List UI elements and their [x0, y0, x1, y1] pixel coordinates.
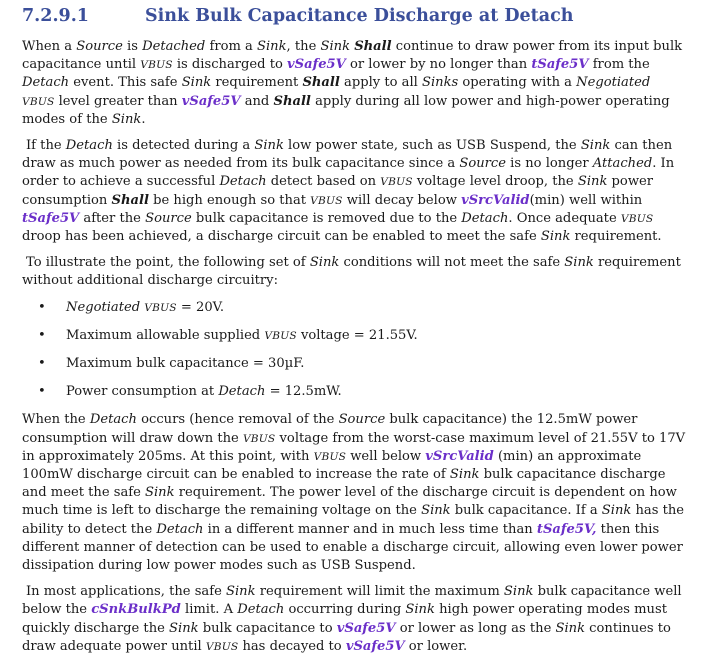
text: can then draw as much power as needed from its bulk capacitance since a — [22, 138, 673, 172]
term-sink: Sink — [449, 467, 480, 483]
param-tsafe5v: tSafe5V — [531, 57, 589, 73]
text: bulk capacitance to — [198, 620, 337, 636]
text: power consumption — [22, 174, 654, 208]
text: . Once adequate — [508, 210, 621, 226]
term-detached: Detached — [142, 39, 206, 54]
term-detach: Detach — [65, 138, 113, 154]
text: from a — [205, 39, 258, 54]
text: has the ability to detect the — [22, 503, 685, 537]
term-sink: Sink — [580, 138, 611, 154]
term-vbus: VBUS — [380, 176, 413, 189]
term-sinks: Sinks — [422, 75, 459, 91]
term-shall: Shall — [302, 75, 340, 91]
text: from the — [588, 57, 650, 73]
text: well below — [346, 448, 426, 464]
paragraph-1 — [22, 38, 686, 129]
term-attached: Attached — [592, 156, 653, 172]
param-vsafe5v: vSafe5V — [181, 93, 241, 109]
term-detach: Detach — [22, 75, 70, 91]
text: be high enough so that — [148, 192, 311, 208]
text: bulk capacitance) the 12.5mW power consumption will draw down the — [22, 412, 638, 446]
conditions-list — [22, 299, 686, 402]
text: continue to draw power from its input bulk capacitance until — [22, 39, 683, 73]
text: high power operating modes must quickly discharge the — [22, 602, 667, 636]
term-shall: Shall — [111, 192, 149, 208]
text: bulk capacitance well below the — [22, 584, 682, 618]
text: droop has been achieved, a discharge circuit can be enabled to meet the safe — [22, 229, 541, 245]
term-detach: Detach — [218, 384, 266, 400]
text: limit. A — [180, 602, 238, 618]
text: conditions will not meet the safe — [339, 255, 565, 271]
text: event. This safe — [69, 75, 182, 91]
term-source: Source — [145, 210, 192, 226]
list-item — [22, 355, 686, 373]
term-vbus: VBUS — [620, 212, 654, 225]
text: = 20V. — [176, 299, 225, 315]
text: requirement will limit the maximum — [255, 584, 504, 600]
term-sink: Sink — [257, 39, 287, 54]
text: . In order to achieve a successful — [22, 156, 675, 190]
term-vbus: VBUS — [140, 59, 173, 72]
text: is no longer — [506, 156, 593, 172]
param-vsafe5v: vSafe5V — [336, 620, 396, 636]
term-sink: Sink — [577, 174, 608, 190]
term-detach: Detach — [237, 602, 285, 618]
text: , the — [286, 39, 321, 54]
list-item — [22, 327, 686, 345]
bullet-icon: • — [38, 384, 46, 400]
text: When the — [22, 412, 90, 428]
text: occurs (hence removal of the — [136, 412, 339, 428]
text: If the — [26, 138, 66, 154]
param-csnkbulkpd: cSnkBulkPd — [91, 602, 181, 618]
term-sink: Sink — [111, 111, 142, 127]
term-sink: Sink — [601, 503, 632, 519]
text: voltage from the worst-case maximum level of 21.55V to 17V in approximately 205ms. At this point, with — [22, 430, 686, 464]
text: or lower by no longer than — [345, 57, 532, 73]
term-sink: Sink — [181, 75, 212, 91]
text: apply during all low power and high-power operating modes of the — [22, 93, 670, 127]
section-heading — [22, 6, 686, 26]
text: requirement — [211, 75, 303, 91]
text: requirement without additional discharge circuitry: — [22, 255, 681, 289]
term-negotiated: Negotiated — [66, 299, 141, 315]
text: is discharged to — [172, 57, 288, 73]
paragraph-5 — [22, 583, 686, 656]
list-item — [22, 299, 686, 317]
term-detach: Detach — [156, 521, 204, 537]
text: voltage = 21.55V. — [296, 327, 418, 343]
bullet-icon: • — [38, 356, 46, 372]
param-tsafe5v: tSafe5V, — [536, 521, 597, 537]
text: Maximum allowable supplied — [66, 327, 265, 343]
term-shall: Shall — [354, 39, 392, 54]
param-vsafe5v: vSafe5V — [345, 638, 405, 654]
paragraph-3 — [22, 254, 686, 290]
paragraph-2 — [22, 137, 686, 246]
text: low power state, such as USB Suspend, the — [283, 138, 581, 154]
text: after the — [79, 210, 146, 226]
term-detach: Detach — [461, 210, 509, 226]
text: = 12.5mW. — [265, 384, 342, 400]
term-sink: Sink — [145, 485, 175, 501]
term-vbus: VBUS — [264, 329, 297, 342]
term-sink: Sink — [169, 620, 199, 636]
section-title: Sink Bulk Capacitance Discharge at Detach — [145, 6, 574, 26]
term-sink: Sink — [421, 503, 451, 519]
param-vsafe5v: vSafe5V — [287, 57, 346, 73]
param-vsrcvalid: vSrcValid — [425, 448, 494, 464]
term-sink: Sink — [555, 620, 586, 636]
term-sink: Sink — [320, 39, 351, 54]
term-source: Source — [459, 156, 507, 172]
term-source: Source — [338, 412, 386, 428]
section-number: 7.2.9.1 — [22, 6, 89, 26]
term-vbus: VBUS — [144, 301, 177, 314]
text: has decayed to — [238, 638, 346, 654]
term-sink: Sink — [405, 602, 435, 618]
term-negotiated: Negotiated — [576, 75, 651, 91]
text: requirement. — [570, 229, 662, 245]
text: apply to all — [339, 75, 422, 91]
text: When a — [22, 39, 77, 54]
param-tsafe5v: tSafe5V — [22, 210, 80, 226]
text: level greater than — [54, 93, 182, 109]
paragraph-4 — [22, 411, 686, 575]
text: requirement. The power level of the discharge circuit is dependent on how much time is left to discharge the remaining voltage on the — [22, 485, 677, 519]
text: then this different manner of detection can be used to enable a discharge circuit, allowing even lower power dissipation during low power modes such as USB Suspend. — [22, 521, 683, 574]
term-sink: Sink — [540, 229, 571, 245]
text: bulk capacitance is removed due to the — [191, 210, 462, 226]
text: is — [122, 39, 143, 54]
text: occurring during — [284, 602, 406, 618]
term-source: Source — [76, 39, 123, 54]
text: To illustrate the point, the following set of — [26, 255, 310, 271]
text: continues to draw adequate power until — [22, 620, 671, 654]
text: Maximum bulk capacitance = 30µF. — [66, 356, 305, 372]
text: In most applications, the safe — [26, 584, 226, 600]
term-sink: Sink — [503, 584, 534, 600]
list-item — [22, 383, 686, 401]
text: operating with a — [458, 75, 577, 91]
term-detach: Detach — [219, 174, 267, 190]
text: or lower as long as the — [395, 620, 556, 636]
term-shall: Shall — [273, 93, 311, 109]
text: will decay below — [342, 192, 462, 208]
text: (min) well within — [529, 192, 643, 208]
text: is detected during a — [112, 138, 255, 154]
text: in a different manner and in much less time than — [203, 521, 537, 537]
text: or lower. — [404, 638, 468, 654]
term-detach: Detach — [89, 412, 137, 428]
text: bulk capacitance discharge and meet the safe — [22, 467, 666, 501]
text: detect based on — [266, 174, 381, 190]
term-vbus: VBUS — [242, 432, 276, 445]
text: voltage level droop, the — [412, 174, 578, 190]
text: and — [240, 93, 274, 109]
param-vsrcvalid: vSrcValid — [461, 192, 530, 208]
text: (min) an approximate 100mW discharge circuit can be enabled to increase the rate of — [22, 448, 642, 483]
bullet-icon: • — [38, 327, 46, 343]
term-sink: Sink — [226, 584, 256, 600]
term-sink: Sink — [564, 255, 594, 271]
text: . — [141, 111, 146, 127]
text: bulk capacitance. If a — [450, 503, 602, 519]
term-vbus: VBUS — [205, 640, 239, 653]
term-vbus: VBUS — [310, 194, 343, 207]
term-sink: Sink — [254, 138, 284, 154]
term-sink: Sink — [309, 255, 340, 271]
term-vbus: VBUS — [22, 95, 55, 108]
bullet-icon: • — [38, 299, 46, 315]
text: Power consumption at — [66, 384, 219, 400]
term-vbus: VBUS — [313, 450, 347, 463]
